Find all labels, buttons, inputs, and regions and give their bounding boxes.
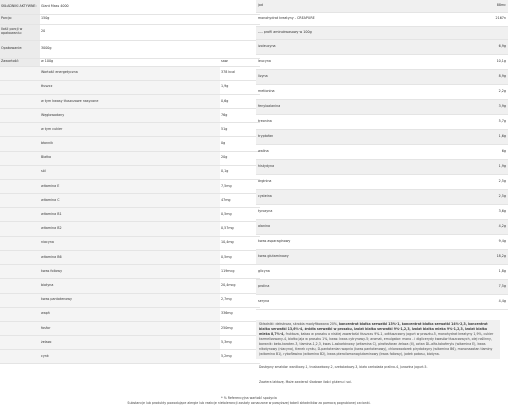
amino-name: fenyloalanina (256, 99, 456, 114)
amino-name: walina (256, 144, 456, 159)
row-spacer (0, 108, 40, 122)
amino-row (256, 189, 508, 204)
amino-value: 5,7g (456, 114, 508, 129)
nutrient-row (0, 336, 260, 350)
flavors-note: Dostępny smaków: waniliowy-1, truskawkowy-2, czekoladowy-3, biała czekolada pralina-4, Jurawina jogurt-5. (259, 365, 428, 369)
nutrient-row (0, 108, 260, 122)
row-spacer (0, 236, 40, 250)
nutrient-value: 20,4mcg (220, 279, 260, 293)
nutrient-value: 47mg (220, 194, 260, 208)
amino-row (256, 219, 508, 234)
row-spacer (0, 66, 40, 80)
amino-value (456, 26, 508, 39)
nutrient-value: 336mg (220, 307, 260, 321)
amino-row (256, 99, 508, 114)
footer-reference-note: * % Referencyjna wartość spożycia (221, 396, 277, 400)
nutrient-row (0, 180, 260, 194)
nutrient-row (0, 80, 260, 94)
amino-name: monohydrat kreatyny - CREAPURE (256, 12, 456, 26)
nutrient-name: żelazo (40, 336, 220, 350)
amino-value: 8,9g (456, 69, 508, 84)
nutrient-value: 0,57mg (220, 222, 260, 236)
amino-row (256, 174, 508, 189)
amino-row (256, 264, 508, 279)
nutrient-value: 1,9g (220, 80, 260, 94)
nutrient-row (0, 307, 260, 321)
amino-row (256, 234, 508, 249)
amino-row (256, 204, 508, 219)
amino-name: izoleucyna (256, 39, 456, 54)
amino-value: 3,6g (456, 204, 508, 219)
nutrient-row (0, 208, 260, 222)
amino-name: histydyna (256, 159, 456, 174)
row-spacer (0, 336, 40, 350)
header-row (0, 0, 260, 14)
nutrient-name: biotyna (40, 279, 220, 293)
nutrient-value: 378 kcal (220, 66, 260, 80)
nutrient-value: 0,5mg (220, 208, 260, 222)
header-label: Zawartość: (0, 58, 40, 66)
amino-value: 4,2g (456, 219, 508, 234)
header-row (0, 24, 260, 40)
amino-value: 1,9g (456, 159, 508, 174)
amino-name: leucyna (256, 54, 456, 69)
nutrient-row (0, 151, 260, 165)
row-spacer (0, 222, 40, 236)
nutrient-name: Białka (40, 151, 220, 165)
nutrient-name: tłuszcz (40, 80, 220, 94)
nutrient-value: 5,2mg (220, 350, 260, 364)
nutrition-table-left (0, 0, 260, 364)
amino-value: 1,6g (456, 129, 508, 144)
nutrient-row (0, 265, 260, 279)
ingredients-rest: fruktoza, kakao w proszku o niskiej zawartości tłuszczu 9%-1, odtłuszczony jogurt w proszku-5, monohydrat kreatyny 1,9%, cukier karmelizowany-4, białko jaja w proszku 1%, kwas: kwas cytrynowy-5; aromat, emulgator: mono - i diglicerydy kwasów tłuszczowych, olej roślinny, barwnik: beta-karoten-3, tiamina-1,2,3, kwas L-askorbinowy (witamina C), pirofosforan żelaza (II), octan DL-alfa-tokoferylu (witamina E), kwas nikotynowy (niacyna), tlenek cynku, D-pantotenian wapnia (kwas pantotenowy), chlorowodorek pirydoksyny (witamina B6), mononazotan tiaminy (witamina B1), ryboflawina (witamina B2), kwas pteroilomonoglutaminowy (kwas foliowy), jodek potasu, biotyna. (259, 331, 494, 356)
row-spacer (0, 137, 40, 151)
allergen-note: Zawiera laktozę. Może zawierać śladowe ilości glutenu i soi. (259, 380, 352, 384)
nutrient-row (0, 350, 260, 364)
nutrient-name: wapń (40, 307, 220, 321)
amino-name: ---- profil aminokwasowy w 100g (256, 26, 456, 39)
nutrient-value: 2,7mg (220, 293, 260, 307)
nutrient-name: kwas pantotenowy (40, 293, 220, 307)
row-spacer (0, 180, 40, 194)
amino-value: 1,8g (456, 264, 508, 279)
header-row (0, 40, 260, 58)
nutrient-row (0, 279, 260, 293)
amino-name: arginina (256, 174, 456, 189)
amino-name: prolina (256, 279, 456, 294)
amino-value: 4,4g (456, 294, 508, 309)
header-value: 3000g (40, 40, 260, 58)
nutrient-value: 0,1g (220, 165, 260, 179)
amino-value: 88mc (456, 0, 508, 12)
nutrient-row (0, 236, 260, 250)
footer (120, 396, 378, 406)
nutrient-value: 7,5mg (220, 180, 260, 194)
row-spacer (0, 322, 40, 336)
amino-value: 2167n (456, 12, 508, 26)
row-spacer (0, 350, 40, 364)
nutrient-name: niacyna (40, 236, 220, 250)
amino-value: 10,1g (456, 54, 508, 69)
nutrient-name: sól (40, 165, 220, 179)
row-spacer (0, 307, 40, 321)
ingredients-intro: Składniki: dekstroza, skrobia modyfikowana 20%, (259, 322, 338, 326)
ingredients-block (256, 320, 500, 359)
nutrient-name: witamina C (40, 194, 220, 208)
nutrient-value: 76g (220, 108, 260, 122)
amino-row (256, 114, 508, 129)
nutrient-row (0, 94, 260, 108)
row-spacer (0, 151, 40, 165)
nutrient-row (0, 137, 260, 151)
nutrient-name: Węglowodany (40, 108, 220, 122)
nutrient-row (0, 222, 260, 236)
amino-value: 3,9g (456, 99, 508, 114)
amino-value: 2,5g (456, 174, 508, 189)
footer-allergen-note: Substancje lub produkty powodujące alergie lub reakcje nietolerancji zostały oznaczone w powyższej tabeli składników za pomocą pogrubionej czcionki. (127, 400, 371, 405)
header-row (0, 14, 260, 24)
nutrient-name: witamina E (40, 180, 220, 194)
nutrient-row (0, 322, 260, 336)
nutrient-value: 51g (220, 123, 260, 137)
per-100g-header: w 100g (40, 58, 220, 66)
row-spacer (0, 265, 40, 279)
nutrient-value: 0g (220, 137, 260, 151)
nutrient-name: w tym kwasy tłuszczowe nasycone (40, 94, 220, 108)
header-value: Giant Mass 4000 (40, 0, 260, 14)
row-spacer (0, 94, 40, 108)
nutrient-value: 0,5mg (220, 250, 260, 264)
amino-row (256, 39, 508, 54)
nutrient-name: kwas foliowy (40, 265, 220, 279)
amino-name: cysteina (256, 189, 456, 204)
nutrient-value: 20g (220, 151, 260, 165)
nutrient-name: błonnik (40, 137, 220, 151)
creatine-row (256, 12, 508, 26)
header-label: SKŁADNIKI AKTYWNE: (0, 0, 40, 14)
header-value: 150g (40, 14, 260, 24)
amino-name: treonina (256, 114, 456, 129)
header-label: Ilość porcji w opakowaniu: (0, 24, 40, 40)
amino-value: 18,2g (456, 249, 508, 264)
nutrient-value: 119mcg (220, 265, 260, 279)
amino-value: 6g (456, 144, 508, 159)
amino-name: seryna (256, 294, 456, 309)
amino-name: metionina (256, 84, 456, 99)
row-spacer (0, 194, 40, 208)
row-spacer (0, 208, 40, 222)
amino-row (256, 279, 508, 294)
amino-name: alanina (256, 219, 456, 234)
amino-row (256, 144, 508, 159)
amino-row (256, 249, 508, 264)
nutrient-row (0, 293, 260, 307)
amino-value: 7,5g (456, 279, 508, 294)
header-value: 20 (40, 24, 260, 40)
row-spacer (0, 123, 40, 137)
nutrient-value: 250mg (220, 322, 260, 336)
amino-name: lizyna (256, 69, 456, 84)
amino-row (256, 84, 508, 99)
nutrient-name: witamina B1 (40, 208, 220, 222)
nutrient-name: cynk (40, 350, 220, 364)
row-spacer (0, 165, 40, 179)
row-spacer (0, 279, 40, 293)
nutrient-name: Wartość energetyczna (40, 66, 220, 80)
amino-row (256, 294, 508, 309)
nutrient-row (0, 66, 260, 80)
serving-header: saw: (220, 58, 260, 66)
header-label: Opakowanie: (0, 40, 40, 58)
nutrient-name: witamina B2 (40, 222, 220, 236)
nutrition-table-right (256, 0, 508, 310)
amino-name: glicyna (256, 264, 456, 279)
amino-value: 6,9g (456, 39, 508, 54)
amino-row (256, 129, 508, 144)
amino-row (256, 54, 508, 69)
amino-name: tryptofan (256, 129, 456, 144)
amino-value: 2,2g (456, 84, 508, 99)
nutrient-name: w tym cukier (40, 123, 220, 137)
amino-name: jod (256, 0, 456, 12)
nutrient-row (0, 123, 260, 137)
nutrient-row (0, 250, 260, 264)
row-spacer (0, 293, 40, 307)
nutrient-name: fosfor (40, 322, 220, 336)
nutrient-value: 10,4mg (220, 236, 260, 250)
amino-profile-header (256, 26, 508, 39)
row-spacer (0, 80, 40, 94)
header-label: Porcja: (0, 14, 40, 24)
nutrient-row (0, 165, 260, 179)
nutrient-name: witamina B6 (40, 250, 220, 264)
nutrient-row (0, 194, 260, 208)
amino-row (256, 159, 508, 174)
amino-value: 2,5g (456, 189, 508, 204)
amino-row (256, 69, 508, 84)
amino-value: 9,4g (456, 234, 508, 249)
nutrient-value: 0,6g (220, 94, 260, 108)
amino-name: kwas asparaginowy (256, 234, 456, 249)
row-spacer (0, 250, 40, 264)
header-row (0, 58, 260, 66)
ingredients-bold: koncentrat białka serwatki 13%-1, koncentrat białka serwatki 14%-2,3, koncentrat białka serwatki 13,6%-4, źródła serwatki w proszku, izolat białka serwatki 9%-1,2,3, izolat białka mleka 9%-1,2,3, izolat białka mleka 8,7%-4, (259, 322, 488, 336)
iodine-row (256, 0, 508, 12)
nutrient-value: 5,3mg (220, 336, 260, 350)
amino-name: kwas glutaminowy (256, 249, 456, 264)
amino-name: tyrozyna (256, 204, 456, 219)
